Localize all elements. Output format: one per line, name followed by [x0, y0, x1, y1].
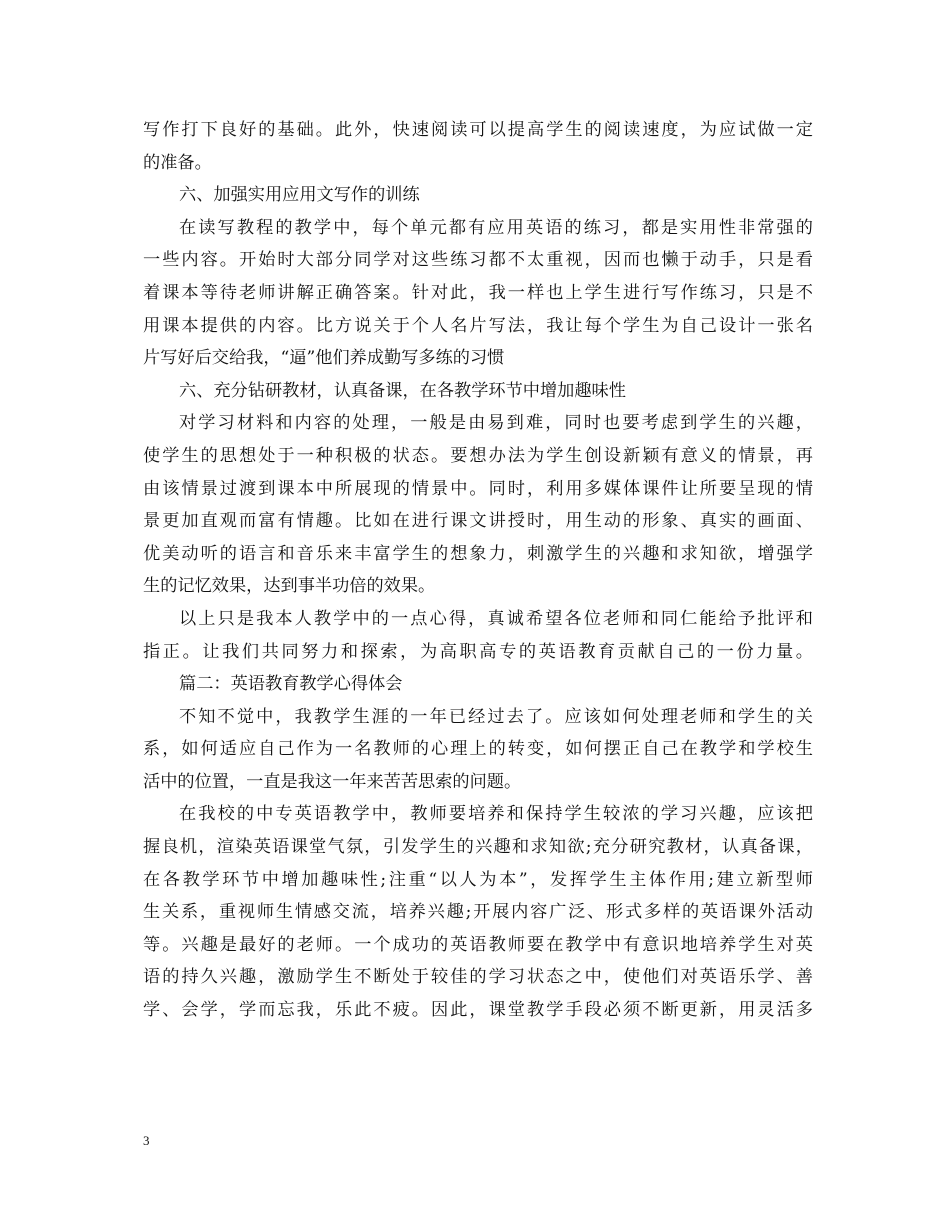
text-line: 写作打下良好的基础。此外，快速阅读可以提高学生的阅读速度，为应试做一定: [143, 120, 813, 140]
text-line: 着课本等待老师讲解正确答案。针对此，我一样也上学生进行写作练习，只是不: [143, 282, 813, 303]
text-line: 由该情景过渡到课本中所展现的情景中。同时，利用多媒体课件让所要呈现的情: [143, 478, 813, 499]
document-body: [143, 114, 813, 1027]
text-line: 学、会学，学而忘我，乐此不疲。因此，课堂教学手段必须不断更新，用灵活多: [143, 1000, 813, 1021]
text-line: 活中的位置，一直是我这一年来苦苦思索的问题。: [143, 771, 522, 792]
text-line: 生的记忆效果，达到事半功倍的效果。: [143, 576, 436, 597]
text-line: 使学生的思想处于一种积极的状态。要想办法为学生创设新颖有意义的情景，再: [143, 445, 813, 466]
text-line: 等。兴趣是最好的老师。一个成功的英语教师要在教学中有意识地培养学生对英: [143, 934, 813, 955]
page-number: 3: [143, 1133, 150, 1148]
text-line: 不知不觉中，我教学生涯的一年已经过去了。应该如何处理老师和学生的关: [179, 706, 813, 727]
text-line: 在各教学环节中增加趣味性;注重“以人为本”，发挥学生主体作用;建立新型师: [143, 869, 813, 890]
text-line: 对学习材料和内容的处理，一般是由易到难，同时也要考虑到学生的兴趣，: [179, 413, 813, 434]
text-line: 优美动听的语言和音乐来丰富学生的想象力，刺激学生的兴趣和求知欲，增强学: [143, 543, 813, 564]
text-line: 景更加直观而富有情趣。比如在进行课文讲授时，用生动的形象、真实的画面、: [143, 511, 813, 532]
text-line: 系，如何适应自己作为一名教师的心理上的转变，如何摆正自己在教学和学校生: [143, 739, 813, 760]
text-line: 用课本提供的内容。比方说关于个人名片写法，我让每个学生为自己设计一张名: [143, 315, 813, 336]
text-line: 生关系，重视师生情感交流，培养兴趣;开展内容广泛、形式多样的英语课外活动: [143, 902, 813, 923]
text-line: 一些内容。开始时大部分同学对这些练习都不太重视，因而也懒于动手，只是看: [143, 250, 813, 271]
text-line: 在我校的中专英语教学中，教师要培养和保持学生较浓的学习兴趣，应该把: [179, 804, 813, 825]
text-line: 在读写教程的教学中，每个单元都有应用英语的练习，都是实用性非常强的: [179, 217, 813, 238]
text-line: 以上只是我本人教学中的一点心得，真诚希望各位老师和同仁能给予批评和: [179, 608, 813, 629]
section-heading: 六、加强实用应用文写作的训练: [179, 185, 420, 206]
text-line: 语的持久兴趣，激励学生不断处于较佳的学习状态之中，使他们对英语乐学、善: [143, 967, 813, 988]
text-line: 指正。让我们共同努力和探索，为高职高专的英语教育贡献自己的一份力量。: [143, 641, 813, 662]
text-line: 握良机，渲染英语课堂气氛，引发学生的兴趣和求知欲;充分研究教材，认真备课，: [143, 837, 813, 858]
section-heading: 六、充分钻研教材，认真备课，在各教学环节中增加趣味性: [179, 380, 626, 401]
text-line: 片写好后交给我，“逼”他们养成勤写多练的习惯: [143, 348, 505, 369]
text-line: 的准备。: [143, 152, 212, 173]
section-heading: 篇二：英语教育教学心得体会: [179, 674, 403, 695]
